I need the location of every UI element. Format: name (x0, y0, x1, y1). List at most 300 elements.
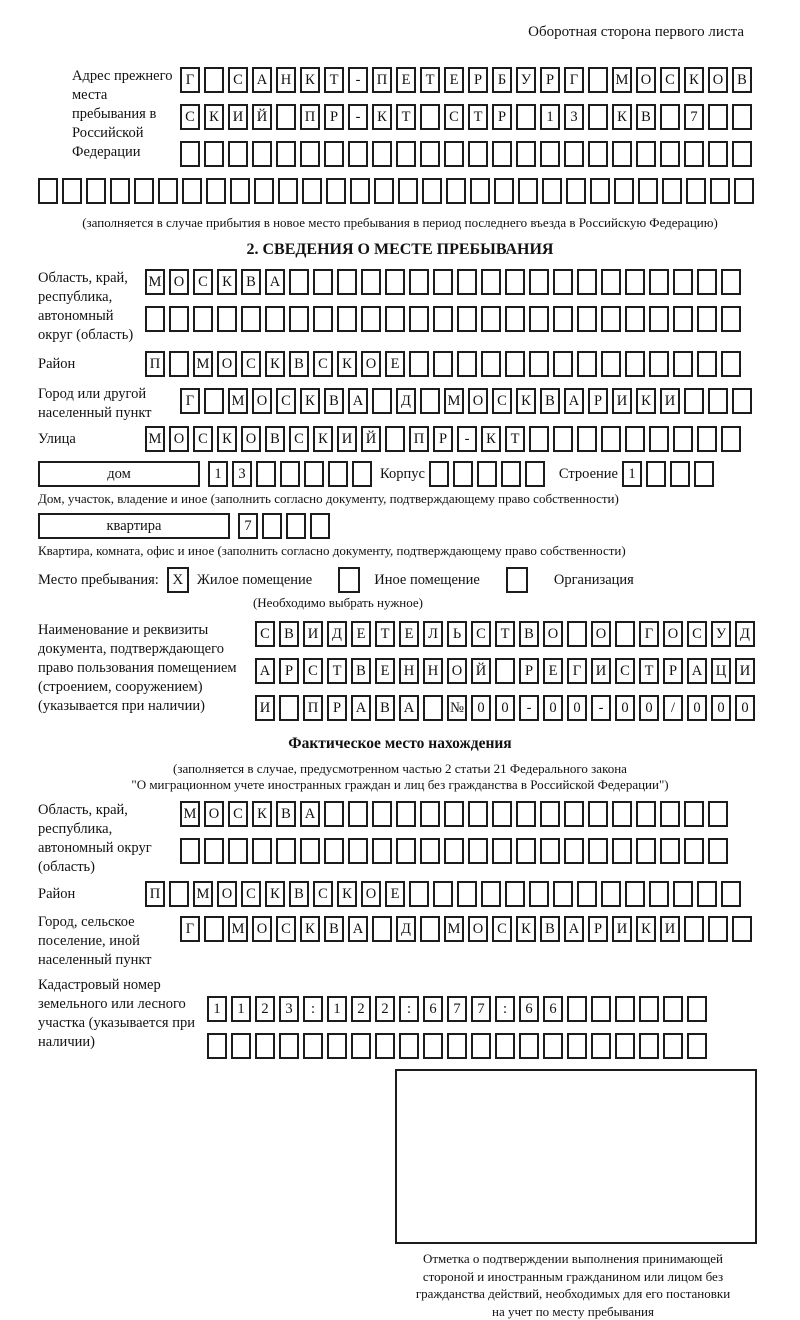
char-cell[interactable]: А (564, 916, 584, 942)
char-cell[interactable]: 7 (471, 996, 491, 1022)
char-cell[interactable]: В (279, 621, 299, 647)
char-cell[interactable]: А (255, 658, 275, 684)
char-cell[interactable] (385, 426, 405, 452)
char-cell[interactable] (708, 388, 728, 414)
char-cell[interactable] (721, 881, 741, 907)
char-cell[interactable]: О (468, 388, 488, 414)
char-cell[interactable] (409, 306, 429, 332)
char-cell[interactable] (564, 801, 584, 827)
dom-box[interactable]: дом (38, 461, 200, 487)
char-cell[interactable]: В (289, 881, 309, 907)
char-cell[interactable] (564, 141, 584, 167)
char-cell[interactable] (372, 388, 392, 414)
char-cell[interactable]: 0 (639, 695, 659, 721)
char-cell[interactable]: В (351, 658, 371, 684)
char-cell[interactable]: 3 (232, 461, 252, 487)
char-cell[interactable] (614, 178, 634, 204)
char-cell[interactable]: В (540, 388, 560, 414)
char-cell[interactable]: С (615, 658, 635, 684)
char-cell[interactable] (639, 996, 659, 1022)
char-cell[interactable] (252, 141, 272, 167)
char-cell[interactable] (588, 104, 608, 130)
char-cell[interactable] (289, 306, 309, 332)
char-cell[interactable]: И (228, 104, 248, 130)
char-cell[interactable] (636, 801, 656, 827)
char-cell[interactable]: 7 (238, 513, 258, 539)
char-cell[interactable] (615, 621, 635, 647)
char-cell[interactable]: Ь (447, 621, 467, 647)
char-cell[interactable] (684, 838, 704, 864)
char-cell[interactable] (278, 178, 298, 204)
char-cell[interactable]: Р (279, 658, 299, 684)
char-cell[interactable] (420, 838, 440, 864)
char-cell[interactable] (276, 838, 296, 864)
char-cell[interactable] (193, 306, 213, 332)
char-cell[interactable]: И (660, 388, 680, 414)
char-cell[interactable]: М (228, 388, 248, 414)
char-cell[interactable] (553, 881, 573, 907)
char-cell[interactable]: К (516, 388, 536, 414)
char-cell[interactable]: 0 (735, 695, 755, 721)
char-cell[interactable]: С (193, 269, 213, 295)
char-cell[interactable]: Т (505, 426, 525, 452)
char-cell[interactable]: С (255, 621, 275, 647)
char-cell[interactable] (324, 838, 344, 864)
char-cell[interactable] (420, 141, 440, 167)
char-cell[interactable] (433, 306, 453, 332)
char-cell[interactable] (481, 306, 501, 332)
char-cell[interactable]: Р (433, 426, 453, 452)
char-cell[interactable]: Е (543, 658, 563, 684)
char-cell[interactable] (492, 838, 512, 864)
char-cell[interactable]: С (313, 351, 333, 377)
char-cell[interactable] (300, 141, 320, 167)
char-cell[interactable]: С (660, 67, 680, 93)
char-cell[interactable] (470, 178, 490, 204)
char-cell[interactable] (732, 388, 752, 414)
char-cell[interactable]: Й (361, 426, 381, 452)
char-cell[interactable] (62, 178, 82, 204)
char-cell[interactable]: Т (327, 658, 347, 684)
char-cell[interactable]: Е (444, 67, 464, 93)
char-cell[interactable]: 1 (208, 461, 228, 487)
char-cell[interactable] (495, 1033, 515, 1059)
char-cell[interactable]: О (708, 67, 728, 93)
char-cell[interactable]: П (409, 426, 429, 452)
checkbox-organization[interactable] (506, 567, 528, 593)
char-cell[interactable] (420, 801, 440, 827)
char-cell[interactable]: О (169, 269, 189, 295)
char-cell[interactable] (481, 351, 501, 377)
char-cell[interactable]: С (276, 916, 296, 942)
char-cell[interactable] (615, 996, 635, 1022)
char-cell[interactable]: К (636, 388, 656, 414)
char-cell[interactable] (350, 178, 370, 204)
char-cell[interactable]: В (276, 801, 296, 827)
char-cell[interactable] (588, 67, 608, 93)
char-cell[interactable]: 2 (255, 996, 275, 1022)
char-cell[interactable] (265, 306, 285, 332)
char-cell[interactable]: О (543, 621, 563, 647)
char-cell[interactable]: Е (375, 658, 395, 684)
char-cell[interactable] (457, 881, 477, 907)
char-cell[interactable]: Г (180, 916, 200, 942)
char-cell[interactable]: Е (351, 621, 371, 647)
char-cell[interactable]: Е (396, 67, 416, 93)
char-cell[interactable]: У (711, 621, 731, 647)
char-cell[interactable] (684, 141, 704, 167)
char-cell[interactable]: О (591, 621, 611, 647)
char-cell[interactable]: П (300, 104, 320, 130)
char-cell[interactable]: 6 (423, 996, 443, 1022)
char-cell[interactable]: М (145, 426, 165, 452)
char-cell[interactable] (734, 178, 754, 204)
char-cell[interactable]: Р (588, 916, 608, 942)
char-cell[interactable]: А (348, 916, 368, 942)
char-cell[interactable]: Е (385, 881, 405, 907)
char-cell[interactable] (567, 621, 587, 647)
char-cell[interactable]: В (540, 916, 560, 942)
char-cell[interactable] (684, 916, 704, 942)
char-cell[interactable]: О (636, 67, 656, 93)
char-cell[interactable]: П (145, 351, 165, 377)
char-cell[interactable]: Г (180, 388, 200, 414)
char-cell[interactable]: Д (396, 388, 416, 414)
char-cell[interactable]: Л (423, 621, 443, 647)
char-cell[interactable] (601, 306, 621, 332)
char-cell[interactable] (529, 351, 549, 377)
char-cell[interactable] (423, 695, 443, 721)
char-cell[interactable]: Р (540, 67, 560, 93)
char-cell[interactable] (409, 351, 429, 377)
char-cell[interactable] (254, 178, 274, 204)
char-cell[interactable] (361, 269, 381, 295)
char-cell[interactable] (660, 801, 680, 827)
char-cell[interactable]: О (361, 351, 381, 377)
char-cell[interactable]: О (361, 881, 381, 907)
char-cell[interactable]: Р (468, 67, 488, 93)
char-cell[interactable] (279, 695, 299, 721)
char-cell[interactable] (204, 388, 224, 414)
char-cell[interactable]: М (193, 881, 213, 907)
char-cell[interactable]: С (687, 621, 707, 647)
char-cell[interactable]: 2 (351, 996, 371, 1022)
char-cell[interactable] (396, 801, 416, 827)
char-cell[interactable]: О (169, 426, 189, 452)
char-cell[interactable]: 0 (711, 695, 731, 721)
char-cell[interactable] (396, 838, 416, 864)
char-cell[interactable]: К (252, 801, 272, 827)
char-cell[interactable] (169, 881, 189, 907)
char-cell[interactable]: - (457, 426, 477, 452)
char-cell[interactable] (204, 141, 224, 167)
char-cell[interactable]: А (399, 695, 419, 721)
char-cell[interactable] (422, 178, 442, 204)
char-cell[interactable] (433, 351, 453, 377)
char-cell[interactable]: 3 (279, 996, 299, 1022)
char-cell[interactable]: А (300, 801, 320, 827)
char-cell[interactable]: 0 (615, 695, 635, 721)
char-cell[interactable] (601, 881, 621, 907)
char-cell[interactable] (169, 306, 189, 332)
char-cell[interactable] (134, 178, 154, 204)
char-cell[interactable]: 2 (375, 996, 395, 1022)
char-cell[interactable] (525, 461, 545, 487)
char-cell[interactable] (721, 269, 741, 295)
char-cell[interactable] (686, 178, 706, 204)
char-cell[interactable] (372, 801, 392, 827)
char-cell[interactable]: И (660, 916, 680, 942)
char-cell[interactable] (453, 461, 473, 487)
char-cell[interactable] (721, 306, 741, 332)
char-cell[interactable] (468, 801, 488, 827)
char-cell[interactable] (351, 1033, 371, 1059)
char-cell[interactable]: И (303, 621, 323, 647)
char-cell[interactable]: Г (567, 658, 587, 684)
char-cell[interactable]: 7 (447, 996, 467, 1022)
char-cell[interactable]: К (265, 351, 285, 377)
char-cell[interactable] (207, 1033, 227, 1059)
char-cell[interactable] (398, 178, 418, 204)
char-cell[interactable] (262, 513, 282, 539)
char-cell[interactable]: Р (327, 695, 347, 721)
char-cell[interactable]: И (337, 426, 357, 452)
char-cell[interactable] (457, 351, 477, 377)
char-cell[interactable]: : (495, 996, 515, 1022)
char-cell[interactable]: К (337, 351, 357, 377)
char-cell[interactable] (687, 996, 707, 1022)
char-cell[interactable] (708, 838, 728, 864)
char-cell[interactable]: Т (375, 621, 395, 647)
char-cell[interactable]: 7 (684, 104, 704, 130)
char-cell[interactable] (158, 178, 178, 204)
char-cell[interactable] (228, 838, 248, 864)
char-cell[interactable] (217, 306, 237, 332)
char-cell[interactable] (38, 178, 58, 204)
char-cell[interactable] (529, 269, 549, 295)
char-cell[interactable]: К (300, 67, 320, 93)
char-cell[interactable]: В (241, 269, 261, 295)
char-cell[interactable]: И (255, 695, 275, 721)
char-cell[interactable] (501, 461, 521, 487)
char-cell[interactable] (492, 141, 512, 167)
char-cell[interactable] (625, 269, 645, 295)
char-cell[interactable] (182, 178, 202, 204)
char-cell[interactable] (697, 306, 717, 332)
char-cell[interactable]: С (492, 916, 512, 942)
char-cell[interactable]: С (241, 881, 261, 907)
char-cell[interactable]: В (375, 695, 395, 721)
char-cell[interactable]: К (684, 67, 704, 93)
char-cell[interactable] (348, 141, 368, 167)
char-cell[interactable] (337, 269, 357, 295)
char-cell[interactable] (540, 838, 560, 864)
char-cell[interactable] (601, 426, 621, 452)
char-cell[interactable]: А (687, 658, 707, 684)
char-cell[interactable]: И (612, 916, 632, 942)
char-cell[interactable] (649, 881, 669, 907)
char-cell[interactable] (252, 838, 272, 864)
char-cell[interactable] (204, 838, 224, 864)
char-cell[interactable] (256, 461, 276, 487)
char-cell[interactable]: К (217, 269, 237, 295)
char-cell[interactable] (313, 269, 333, 295)
char-cell[interactable]: Т (468, 104, 488, 130)
char-cell[interactable] (649, 306, 669, 332)
char-cell[interactable] (612, 838, 632, 864)
char-cell[interactable] (471, 1033, 491, 1059)
char-cell[interactable]: В (324, 916, 344, 942)
char-cell[interactable]: 1 (622, 461, 642, 487)
char-cell[interactable] (663, 1033, 683, 1059)
char-cell[interactable] (505, 306, 525, 332)
char-cell[interactable] (697, 269, 717, 295)
char-cell[interactable]: 1 (231, 996, 251, 1022)
char-cell[interactable]: Т (495, 621, 515, 647)
char-cell[interactable]: В (519, 621, 539, 647)
char-cell[interactable]: К (300, 916, 320, 942)
checkbox-residential[interactable]: X (167, 567, 189, 593)
kvartira-box[interactable]: квартира (38, 513, 230, 539)
char-cell[interactable]: Д (327, 621, 347, 647)
char-cell[interactable]: Т (639, 658, 659, 684)
char-cell[interactable] (505, 269, 525, 295)
char-cell[interactable] (180, 838, 200, 864)
char-cell[interactable]: С (276, 388, 296, 414)
char-cell[interactable] (577, 351, 597, 377)
char-cell[interactable] (660, 838, 680, 864)
char-cell[interactable]: Й (252, 104, 272, 130)
char-cell[interactable] (591, 996, 611, 1022)
char-cell[interactable]: Н (399, 658, 419, 684)
char-cell[interactable] (708, 141, 728, 167)
char-cell[interactable] (721, 351, 741, 377)
char-cell[interactable] (687, 1033, 707, 1059)
char-cell[interactable] (303, 1033, 323, 1059)
char-cell[interactable]: К (204, 104, 224, 130)
char-cell[interactable] (625, 881, 645, 907)
char-cell[interactable] (697, 881, 717, 907)
char-cell[interactable]: 0 (543, 695, 563, 721)
char-cell[interactable] (663, 996, 683, 1022)
char-cell[interactable] (289, 269, 309, 295)
char-cell[interactable]: И (612, 388, 632, 414)
char-cell[interactable] (372, 838, 392, 864)
char-cell[interactable]: В (732, 67, 752, 93)
char-cell[interactable] (300, 838, 320, 864)
char-cell[interactable]: К (481, 426, 501, 452)
char-cell[interactable] (708, 916, 728, 942)
char-cell[interactable]: С (313, 881, 333, 907)
char-cell[interactable] (204, 916, 224, 942)
char-cell[interactable]: О (468, 916, 488, 942)
char-cell[interactable] (708, 801, 728, 827)
char-cell[interactable]: С (180, 104, 200, 130)
char-cell[interactable] (286, 513, 306, 539)
char-cell[interactable] (553, 351, 573, 377)
char-cell[interactable] (567, 1033, 587, 1059)
char-cell[interactable] (420, 388, 440, 414)
char-cell[interactable] (481, 269, 501, 295)
char-cell[interactable] (590, 178, 610, 204)
char-cell[interactable] (481, 881, 501, 907)
char-cell[interactable]: К (516, 916, 536, 942)
char-cell[interactable] (649, 426, 669, 452)
char-cell[interactable]: С (228, 67, 248, 93)
char-cell[interactable]: И (591, 658, 611, 684)
char-cell[interactable]: О (217, 351, 237, 377)
char-cell[interactable]: Р (324, 104, 344, 130)
char-cell[interactable] (673, 881, 693, 907)
char-cell[interactable] (327, 1033, 347, 1059)
char-cell[interactable] (519, 1033, 539, 1059)
char-cell[interactable] (529, 306, 549, 332)
char-cell[interactable]: Г (639, 621, 659, 647)
char-cell[interactable] (279, 1033, 299, 1059)
char-cell[interactable] (255, 1033, 275, 1059)
char-cell[interactable]: К (265, 881, 285, 907)
char-cell[interactable] (457, 269, 477, 295)
char-cell[interactable] (577, 426, 597, 452)
char-cell[interactable] (540, 141, 560, 167)
char-cell[interactable] (564, 838, 584, 864)
char-cell[interactable] (636, 838, 656, 864)
char-cell[interactable] (446, 178, 466, 204)
char-cell[interactable] (591, 1033, 611, 1059)
char-cell[interactable] (660, 141, 680, 167)
char-cell[interactable]: В (289, 351, 309, 377)
char-cell[interactable]: 3 (564, 104, 584, 130)
char-cell[interactable] (302, 178, 322, 204)
char-cell[interactable]: К (217, 426, 237, 452)
char-cell[interactable] (230, 178, 250, 204)
char-cell[interactable] (612, 141, 632, 167)
char-cell[interactable] (639, 1033, 659, 1059)
char-cell[interactable]: О (217, 881, 237, 907)
char-cell[interactable] (673, 306, 693, 332)
char-cell[interactable]: К (636, 916, 656, 942)
char-cell[interactable]: П (372, 67, 392, 93)
char-cell[interactable]: М (612, 67, 632, 93)
char-cell[interactable] (276, 104, 296, 130)
char-cell[interactable]: В (636, 104, 656, 130)
char-cell[interactable]: С (228, 801, 248, 827)
char-cell[interactable]: М (180, 801, 200, 827)
char-cell[interactable] (429, 461, 449, 487)
char-cell[interactable] (444, 838, 464, 864)
char-cell[interactable]: К (612, 104, 632, 130)
char-cell[interactable] (180, 141, 200, 167)
char-cell[interactable] (204, 67, 224, 93)
char-cell[interactable] (337, 306, 357, 332)
char-cell[interactable] (375, 1033, 395, 1059)
char-cell[interactable]: М (444, 916, 464, 942)
char-cell[interactable]: Т (420, 67, 440, 93)
char-cell[interactable]: / (663, 695, 683, 721)
char-cell[interactable] (399, 1033, 419, 1059)
char-cell[interactable] (110, 178, 130, 204)
char-cell[interactable]: П (303, 695, 323, 721)
char-cell[interactable]: С (241, 351, 261, 377)
char-cell[interactable]: К (313, 426, 333, 452)
char-cell[interactable]: С (492, 388, 512, 414)
char-cell[interactable] (625, 351, 645, 377)
char-cell[interactable] (636, 141, 656, 167)
char-cell[interactable] (420, 104, 440, 130)
char-cell[interactable] (684, 801, 704, 827)
char-cell[interactable]: О (663, 621, 683, 647)
char-cell[interactable] (625, 426, 645, 452)
